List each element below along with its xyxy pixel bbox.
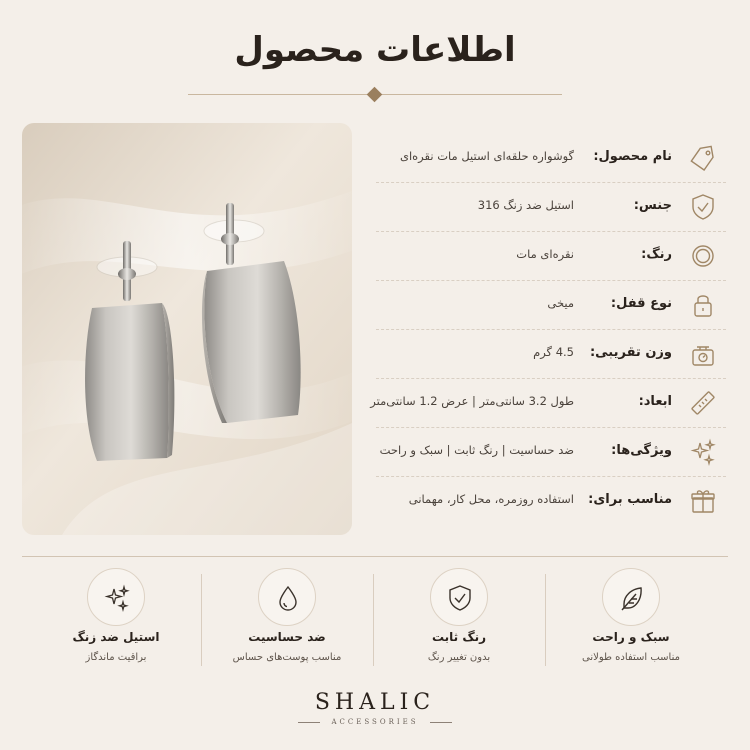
sparkles-icon [102,583,132,613]
feature-title: ضد حساسیت [248,630,326,644]
spec-row-dimensions [370,379,726,428]
spec-row-weight [376,330,726,379]
spec-value: ضد حساسیت | رنگ ثابت | سبک و راحت [379,443,574,457]
title-diamond-ornament [367,87,383,103]
spec-row-features [376,428,726,477]
spec-value: نقره‌ای مات [516,247,574,261]
ring-icon [688,241,718,271]
spec-label: جنس: [633,198,672,213]
gift-icon [688,486,718,516]
spec-row-suitable-for [376,477,726,526]
spec-label: وزن تقریبی: [589,345,672,360]
lock-icon [688,290,718,320]
feature-subtitle: مناسب استفاده طولانی [582,652,680,663]
feature-separator [545,574,546,666]
spec-row-clasp [376,281,726,330]
spec-row-material [376,183,726,232]
spec-value: 4.5 گرم [533,345,574,359]
section-divider [22,556,728,557]
spec-label: نام محصول: [593,149,672,164]
feature-hypoallergenic [201,568,373,670]
shield-check-icon [445,583,475,613]
feature-color-fast [373,568,545,670]
feature-title: استیل ضد زنگ [72,630,160,644]
feature-stainless [30,568,202,670]
feature-icon-circle [430,568,488,626]
feature-strip [30,568,720,670]
feature-subtitle: بدون تغییر رنگ [427,652,491,663]
shield-check-icon [688,192,718,222]
drop-icon [273,583,303,613]
feature-subtitle: مناسب پوست‌های حساس [232,652,342,663]
feature-subtitle: براقیت ماندگاز [85,652,147,663]
feature-separator [373,574,374,666]
spec-row-name [376,134,726,183]
brand-tagline: ACCESSORIES [331,718,419,726]
brand-line-right [430,722,452,723]
ruler-icon [688,388,718,418]
feather-icon [617,583,647,613]
spec-label: رنگ: [641,247,672,262]
spec-value: استیل ضد زنگ 316 [477,198,574,212]
spec-label: ابعاد: [638,394,672,409]
spec-row-color [376,232,726,281]
spec-value: میخی [547,296,574,310]
spec-value: گوشواره حلقه‌ای استیل مات نقره‌ای [399,149,574,163]
feature-icon-circle [87,568,145,626]
brand-logo: SHALIC [314,690,436,715]
spec-value: استفاده روزمره، محل کار، مهمانی [408,492,574,506]
feature-title: سبک و راحت [592,630,670,644]
feature-title: رنگ ثابت [431,630,487,644]
sparkles-icon [688,437,718,467]
spec-list [370,134,726,526]
feature-lightweight [545,568,717,670]
scale-icon [688,339,718,369]
spec-label: نوع قفل: [610,296,672,311]
spec-value: طول 3.2 سانتی‌متر | عرض 1.2 سانتی‌متر [370,394,574,408]
feature-icon-circle [258,568,316,626]
product-photo [22,123,352,535]
page-title: اطلاعات محصول [234,30,516,70]
tag-icon [688,143,718,173]
spec-label: ویژگی‌ها: [611,443,672,458]
spec-label: مناسب برای: [588,492,672,507]
feature-icon-circle [602,568,660,626]
